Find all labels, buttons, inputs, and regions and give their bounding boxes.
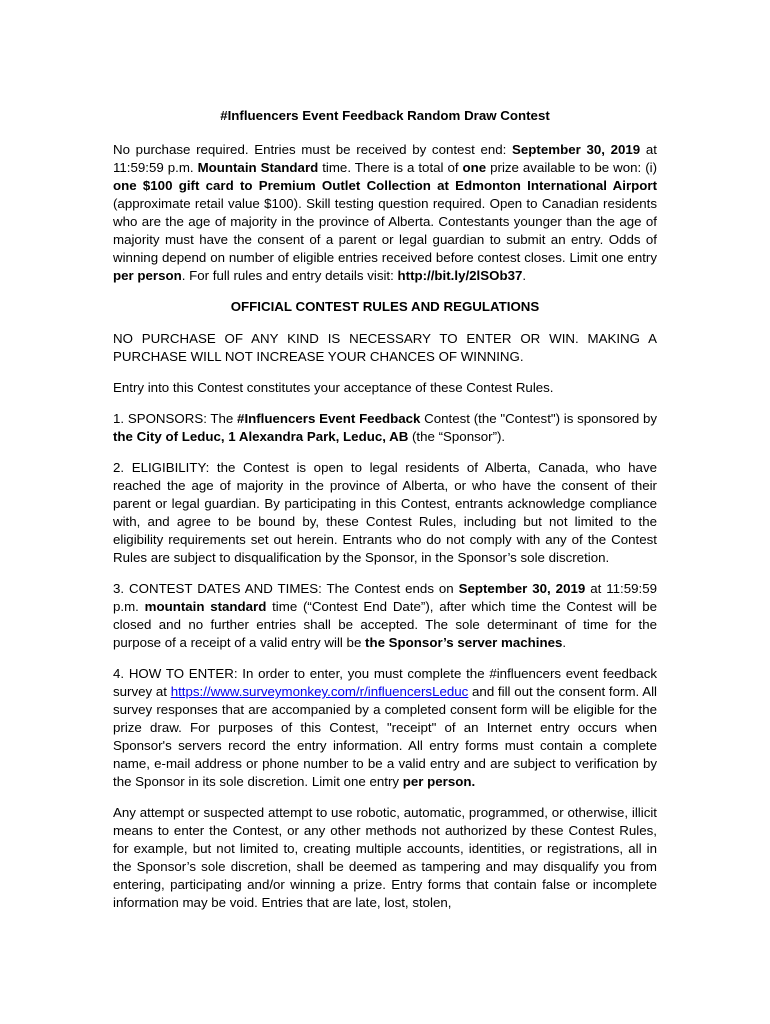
server-machines: the Sponsor’s server machines xyxy=(365,635,563,650)
dates-paragraph xyxy=(113,580,657,652)
dates-text: . xyxy=(562,635,567,650)
tampering-paragraph: Any attempt or suspected attempt to use robotic, automatic, programmed, or otherwise, illicit means to enter the Contest, or any other methods not authorized by these Contest Rules, for example, but not limited to, creating multiple accounts, identities, or registrations, all in the Sponsor’s sole discretion, shall be deemed as tampering and may disqualify you from entering, participating and/or winning a prize. Entry forms that contain false or incomplete information may be void. Entries that are late, lost, stolen, xyxy=(113,805,657,910)
document-title: #Influencers Event Feedback Random Draw Contest xyxy=(220,108,550,123)
sponsors-text: 1. SPONSORS: The xyxy=(113,411,238,426)
intro-paragraph xyxy=(113,141,657,285)
intro-text: time. There is a total of xyxy=(318,160,463,175)
eligibility-paragraph: 2. ELIGIBILITY: the Contest is open to legal residents of Alberta, Canada, who have reached the age of majority in the province of Alberta, or who have the consent of their parent or legal guardian. By participating in this Contest, entrants acknowledge compliance with, and agree to be bound by, these Contest Rules, including but not limited to the eligibility requirements set out herein. Entrants who do not comply with any of the Contest Rules are subject to disqualification by the Sponsor, in the Sponsor’s sole discretion. xyxy=(113,460,657,565)
rules-heading: OFFICIAL CONTEST RULES AND REGULATIONS xyxy=(230,299,540,314)
sponsors-text: (the “Sponsor”). xyxy=(408,429,506,444)
entry-limit: per person. xyxy=(402,774,476,789)
rules-url: http://bit.ly/2lSOb37 xyxy=(397,268,523,283)
intro-text: (approximate retail value $100). Skill testing question required. Open to Canadian residents who are the age of majority in the province of Alberta. Contestants younger than the age of majority must have the consent of a parent or legal guardian to submit an entry. Odds of winning depend on number of eligible entries received before contest closes. Limit one entry xyxy=(113,196,657,265)
intro-text: . For full rules and entry details visit: xyxy=(181,268,398,283)
prize-count: one xyxy=(462,160,487,175)
intro-text: at 11:59:59 p.m. xyxy=(113,142,657,175)
prize-description: one $100 gift card to Premium Outlet Collection at Edmonton International Airport xyxy=(113,178,657,193)
sponsors-paragraph xyxy=(113,410,657,446)
acceptance-paragraph: Entry into this Contest constitutes your acceptance of these Contest Rules. xyxy=(113,380,554,395)
entry-limit: per person xyxy=(113,268,182,283)
timezone: mountain standard xyxy=(144,599,267,614)
intro-text: prize available to be won: (i) xyxy=(486,160,658,175)
dates-text: at 11:59:59 p.m. xyxy=(113,581,657,614)
survey-link[interactable]: https://www.surveymonkey.com/r/influencersLeduc xyxy=(170,684,469,699)
no-purchase-paragraph: NO PURCHASE OF ANY KIND IS NECESSARY TO ENTER OR WIN. MAKING A PURCHASE WILL NOT INCREASE YOUR CHANCES OF WINNING. xyxy=(113,331,657,364)
contest-name: #Influencers Event Feedback xyxy=(237,411,421,426)
intro-text: . xyxy=(522,268,527,283)
sponsor-address: the City of Leduc, 1 Alexandra Park, Leduc, AB xyxy=(113,429,409,444)
how-to-enter-paragraph xyxy=(113,665,657,791)
dates-text: time (“Contest End Date”), after which time the Contest will be closed and no further entries shall be accepted. The sole determinant of time for the purpose of a receipt of a valid entry will be xyxy=(113,599,657,650)
timezone: Mountain Standard xyxy=(197,160,319,175)
enter-text: and fill out the consent form. All survey responses that are accompanied by a completed consent form will be eligible for the prize draw. For purposes of this Contest, "receipt" of an Internet entry occurs when Sponsor's servers record the entry information. All entry forms must contain a complete name, e-mail address or phone number to be a valid entry and are subject to verification by the Sponsor in its sole discretion. Limit one entry xyxy=(113,684,657,789)
contest-end-date: September 30, 2019 xyxy=(512,142,641,157)
end-date: September 30, 2019 xyxy=(458,581,586,596)
enter-text: 4. HOW TO ENTER: In order to enter, you must complete the #influencers event feedback survey at xyxy=(113,666,657,699)
sponsors-text: Contest (the "Contest") is sponsored by xyxy=(420,411,657,426)
dates-text: 3. CONTEST DATES AND TIMES: The Contest ends on xyxy=(113,581,459,596)
intro-text: No purchase required. Entries must be received by contest end: xyxy=(113,142,513,157)
